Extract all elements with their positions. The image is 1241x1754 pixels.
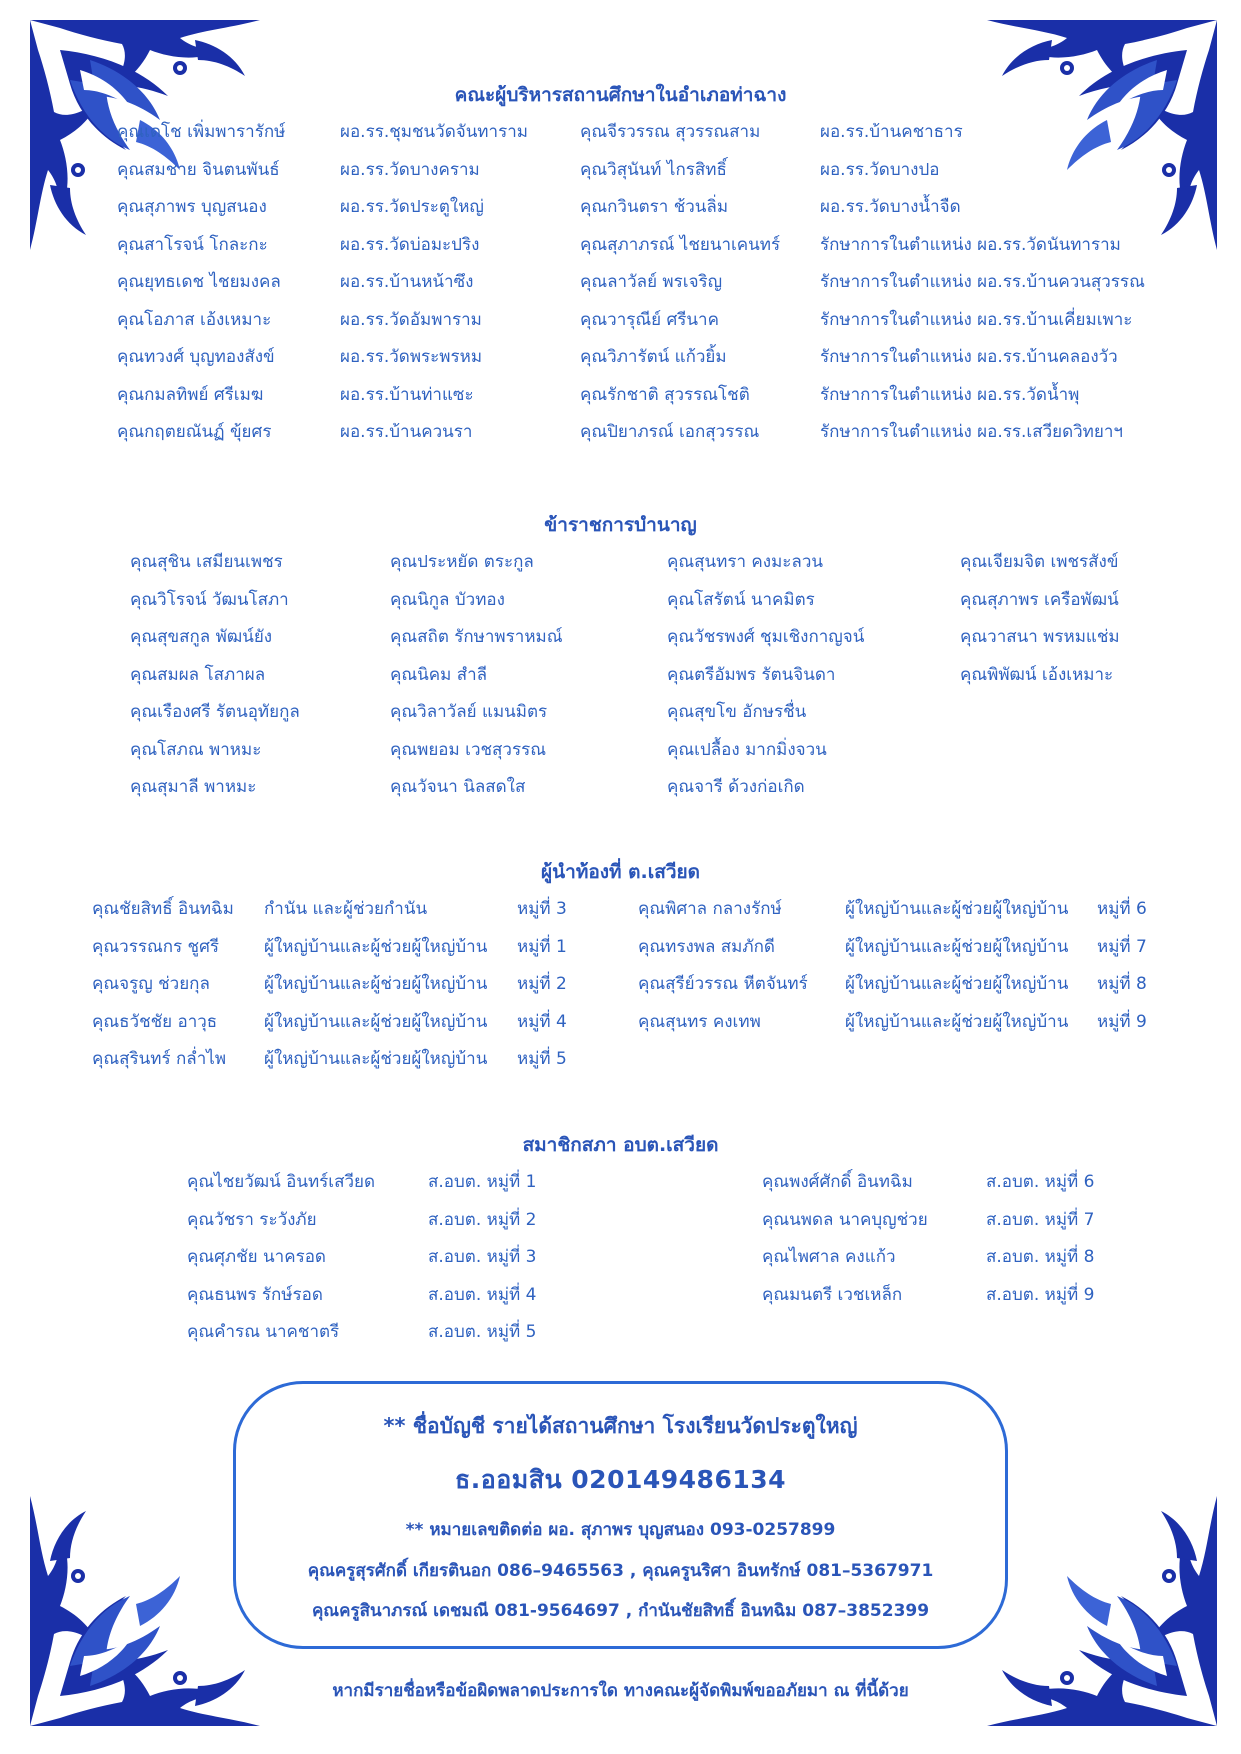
list-row <box>0 772 1241 802</box>
village-number: หมู่ที่ 9 <box>1097 1011 1147 1032</box>
contact-line-teachers: คุณครูสุรศักดิ์ เกียรตินอก 086–9465563 , คุณครูนริศา อินทรักษ์ 081–5367971 <box>307 1561 934 1581</box>
position-text: ผู้ใหญ่บ้านและผู้ช่วยผู้ใหญ่บ้าน <box>264 936 488 957</box>
position-text: ผู้ใหญ่บ้านและผู้ช่วยผู้ใหญ่บ้าน <box>845 1011 1069 1032</box>
village-number: หมู่ที่ 1 <box>517 936 567 957</box>
list-row <box>0 622 1241 652</box>
person-name: คุณไชยวัฒน์ อินทร์เสวียด <box>187 1172 376 1192</box>
list-row <box>0 894 1241 924</box>
person-name: คุณพงศ์ศักดิ์ อินทฉิม <box>762 1172 913 1192</box>
village-number: หมู่ที่ 4 <box>517 1011 567 1032</box>
position-text: ผอ.รร.บ้านหน้าซึง <box>340 272 474 292</box>
person-name: คุณวิลาวัลย์ แมนมิตร <box>390 702 548 722</box>
person-name: คุณวิสุนันท์ ไกรสิทธิ์ <box>580 159 727 180</box>
person-name: คุณสุรีย์วรรณ หีตจันทร์ <box>638 974 808 994</box>
list-row <box>0 585 1241 615</box>
person-name: คุณสุภาพร เครือพัฒน์ <box>960 589 1119 610</box>
person-name: คุณนพดล นาคบุญช่วย <box>762 1209 928 1230</box>
list-row <box>0 547 1241 577</box>
list-row <box>0 932 1241 962</box>
list-row <box>0 1044 1241 1074</box>
position-text: รักษาการในตำแหน่ง ผอ.รร.เสวียดวิทยาฯ <box>820 422 1123 442</box>
position-text: รักษาการในตำแหน่ง ผอ.รร.บ้านเคี่ยมเพาะ <box>820 309 1133 330</box>
village-number: หมู่ที่ 5 <box>517 1049 567 1069</box>
position-text: ส.อบต. หมู่ที่ 6 <box>986 1172 1095 1192</box>
person-name: คุณสมชาย จินตนพันธ์ <box>117 159 280 180</box>
list-row <box>0 1280 1241 1310</box>
position-text: ส.อบต. หมู่ที่ 2 <box>428 1209 537 1230</box>
person-name: คุณเรืองศรี รัตนอุทัยกูล <box>130 702 300 722</box>
person-name: คุณสมผล โสภาผล <box>130 664 266 685</box>
person-name: คุณไพศาล คงแก้ว <box>762 1247 896 1267</box>
position-text: ผู้ใหญ่บ้านและผู้ช่วยผู้ใหญ่บ้าน <box>845 899 1069 919</box>
position-text: ส.อบต. หมู่ที่ 3 <box>428 1247 537 1267</box>
person-name: คุณเดโช เพิ่มพารารักษ์ <box>117 122 286 142</box>
position-text: ผอ.รร.วัดบ่อมะปริง <box>340 234 480 255</box>
list-row <box>0 380 1241 410</box>
person-name: คุณกฤตยณันฏ์ ขุ้ยศร <box>117 422 272 442</box>
position-text: ส.อบต. หมู่ที่ 7 <box>986 1209 1095 1230</box>
position-text: ผู้ใหญ่บ้านและผู้ช่วยผู้ใหญ่บ้าน <box>264 974 488 994</box>
person-name: คุณพิศาล กลางรักษ์ <box>638 899 782 919</box>
list-row <box>0 1167 1241 1197</box>
person-name: คุณตรีอัมพร รัตนจินดา <box>667 664 836 685</box>
bank-account-box <box>233 1381 1008 1649</box>
position-text: กำนัน และผู้ช่วยกำนัน <box>264 899 428 919</box>
position-text: รักษาการในตำแหน่ง ผอ.รร.บ้านควนสุวรรณ <box>820 272 1145 292</box>
person-name: คุณสถิต รักษาพราหมณ์ <box>390 627 563 647</box>
person-name: คุณวิโรจน์ วัฒนโสภา <box>130 589 289 610</box>
person-name: คุณจีรวรรณ สุวรรณสาม <box>580 122 761 142</box>
person-name: คุณคำรณ นาคชาตรี <box>187 1322 340 1342</box>
list-row <box>0 230 1241 260</box>
person-name: คุณสุนทร คงเทพ <box>638 1011 761 1032</box>
person-name: คุณนิกูล บัวทอง <box>390 589 505 610</box>
person-name: คุณทวงศ์ บุญทองสังข์ <box>117 347 275 367</box>
person-name: คุณวัจนา นิลสดใส <box>390 777 526 797</box>
section-title-school-administrators: คณะผู้บริหารสถานศึกษาในอำเภอท่าฉาง <box>454 84 787 106</box>
position-text: ผู้ใหญ่บ้านและผู้ช่วยผู้ใหญ่บ้าน <box>845 936 1069 957</box>
village-number: หมู่ที่ 2 <box>517 974 567 994</box>
person-name: คุณสุขโข อักษรชื่น <box>667 702 807 722</box>
list-row <box>0 342 1241 372</box>
list-row <box>0 735 1241 765</box>
list-row <box>0 1317 1241 1347</box>
list-row <box>0 305 1241 335</box>
person-name: คุณวิภารัตน์ แก้วยิ้ม <box>580 347 727 367</box>
person-name: คุณวาสนา พรหมแช่ม <box>960 627 1120 647</box>
list-row <box>0 697 1241 727</box>
person-name: คุณพยอม เวชสุวรรณ <box>390 739 546 760</box>
person-name: คุณปิยาภรณ์ เอกสุวรรณ <box>580 422 760 442</box>
person-name: คุณสุนทรา คงมะลวน <box>667 552 824 572</box>
person-name: คุณสุรินทร์ กล่ำไพ <box>92 1049 227 1069</box>
list-row <box>0 660 1241 690</box>
person-name: คุณเจียมจิต เพชรสังข์ <box>960 552 1119 572</box>
list-row <box>0 969 1241 999</box>
person-name: คุณวัชรพงศ์ ชุมเชิงกาญจน์ <box>667 627 865 647</box>
person-name: คุณวัชรา ระวังภัย <box>187 1209 317 1230</box>
person-name: คุณมนตรี เวชเหล็ก <box>762 1284 903 1305</box>
person-name: คุณสุภาพร บุญสนอง <box>117 197 267 217</box>
person-name: คุณประหยัด ตระกูล <box>390 552 534 572</box>
position-text: ผอ.รร.วัดบางน้ำจืด <box>820 197 961 217</box>
position-text: รักษาการในตำแหน่ง ผอ.รร.วัดน้ำพุ <box>820 384 1080 405</box>
section-title-council-members: สมาชิกสภา อบต.เสวียด <box>522 1134 719 1156</box>
position-text: ผอ.รร.วัดพระพรหม <box>340 347 483 367</box>
person-name: คุณจรูญ ช่วยกุล <box>92 974 210 994</box>
person-name: คุณเปลื้อง มากมิ่งจวน <box>667 739 827 760</box>
position-text: รักษาการในตำแหน่ง ผอ.รร.บ้านคลองวัว <box>820 347 1118 367</box>
position-text: ผอ.รร.วัดอัมพาราม <box>340 309 482 330</box>
position-text: ผอ.รร.วัดประตูใหญ่ <box>340 197 484 217</box>
person-name: คุณโอภาส เอ้งเหมาะ <box>117 309 272 330</box>
position-text: ส.อบต. หมู่ที่ 1 <box>428 1172 537 1192</box>
person-name: คุณโสภณ พาหมะ <box>130 739 262 760</box>
person-name: คุณทรงพล สมภักดี <box>638 936 775 957</box>
list-row <box>0 117 1241 147</box>
village-number: หมู่ที่ 7 <box>1097 936 1147 957</box>
person-name: คุณธวัชชัย อาวุธ <box>92 1011 218 1032</box>
person-name: คุณสาโรจน์ โกละกะ <box>117 234 268 255</box>
list-row <box>0 155 1241 185</box>
person-name: คุณชัยสิทธิ์ อินทฉิม <box>92 899 234 919</box>
village-number: หมู่ที่ 8 <box>1097 974 1147 994</box>
position-text: ผู้ใหญ่บ้านและผู้ช่วยผู้ใหญ่บ้าน <box>264 1011 488 1032</box>
section-title-local-leaders: ผู้นำท้องที่ ต.เสวียด <box>541 861 700 883</box>
position-text: ผู้ใหญ่บ้านและผู้ช่วยผู้ใหญ่บ้าน <box>845 974 1069 994</box>
position-text: ส.อบต. หมู่ที่ 9 <box>986 1284 1095 1305</box>
position-text: ส.อบต. หมู่ที่ 4 <box>428 1284 537 1305</box>
person-name: คุณวรรณกร ชูศรี <box>92 936 220 957</box>
contact-line-teacher-headman: คุณครูสินาภรณ์ เดชมณี 081-9564697 , กำนันชัยสิทธิ์ อินทฉิม 087–3852399 <box>311 1601 930 1621</box>
village-number: หมู่ที่ 6 <box>1097 899 1147 919</box>
position-text: ผอ.รร.ชุมชนวัดจันทาราม <box>340 122 528 142</box>
village-number: หมู่ที่ 3 <box>517 899 567 919</box>
person-name: คุณวารุณีย์ ศรีนาค <box>580 309 719 330</box>
person-name: คุณกวินตรา ช้วนลิ่ม <box>580 197 729 217</box>
person-name: คุณยุทธเดช ไชยมงคล <box>117 272 281 292</box>
person-name: คุณนิคม สำลี <box>390 664 488 685</box>
person-name: คุณสุมาลี พาหมะ <box>130 777 257 797</box>
account-name-line: ** ชื่อบัญชี รายได้สถานศึกษา โรงเรียนวัดประตูใหญ่ <box>383 1414 858 1438</box>
list-row <box>0 417 1241 447</box>
list-row <box>0 1205 1241 1235</box>
position-text: ส.อบต. หมู่ที่ 8 <box>986 1247 1095 1267</box>
position-text: ผอ.รร.บ้านคชาธาร <box>820 122 963 142</box>
person-name: คุณศุภชัย นาครอด <box>187 1247 326 1267</box>
person-name: คุณพิพัฒน์ เอ้งเหมาะ <box>960 664 1114 685</box>
position-text: รักษาการในตำแหน่ง ผอ.รร.วัดนันทาราม <box>820 234 1121 255</box>
list-row <box>0 1242 1241 1272</box>
person-name: คุณจารี ด้วงก่อเกิด <box>667 777 805 797</box>
person-name: คุณกมลทิพย์ ศรีเมฆ <box>117 384 264 405</box>
position-text: ผอ.รร.บ้านท่าแซะ <box>340 384 474 405</box>
position-text: ผอ.รร.วัดบางปอ <box>820 159 940 180</box>
position-text: ส.อบต. หมู่ที่ 5 <box>428 1322 537 1342</box>
list-row <box>0 192 1241 222</box>
position-text: ผู้ใหญ่บ้านและผู้ช่วยผู้ใหญ่บ้าน <box>264 1049 488 1069</box>
person-name: คุณโสรัตน์ นาคมิตร <box>667 589 815 610</box>
section-title-retired-officials: ข้าราชการบำนาญ <box>544 514 697 536</box>
list-row <box>0 1007 1241 1037</box>
list-row <box>0 267 1241 297</box>
footer-apology-note: หากมีรายชื่อหรือข้อผิดพลาดประการใด ทางคณะผู้จัดพิมพ์ขออภัยมา ณ ที่นี้ด้วย <box>332 1681 909 1701</box>
person-name: คุณลาวัลย์ พรเจริญ <box>580 272 723 292</box>
person-name: คุณรักชาติ สุวรรณโชติ <box>580 384 750 405</box>
account-number-line: ธ.ออมสิน 020149486134 <box>454 1465 787 1494</box>
position-text: ผอ.รร.บ้านควนรา <box>340 422 473 442</box>
position-text: ผอ.รร.วัดบางคราม <box>340 159 480 180</box>
person-name: คุณสุชิน เสมียนเพชร <box>130 552 283 572</box>
person-name: คุณสุภาภรณ์ ไชยนาเคนทร์ <box>580 234 781 255</box>
person-name: คุณสุขสกูล พัฒน์ยัง <box>130 627 273 647</box>
contact-line-director: ** หมายเลขติดต่อ ผอ. สุภาพร บุญสนอง 093-0257899 <box>405 1520 836 1540</box>
person-name: คุณธนพร รักษ์รอด <box>187 1284 323 1305</box>
